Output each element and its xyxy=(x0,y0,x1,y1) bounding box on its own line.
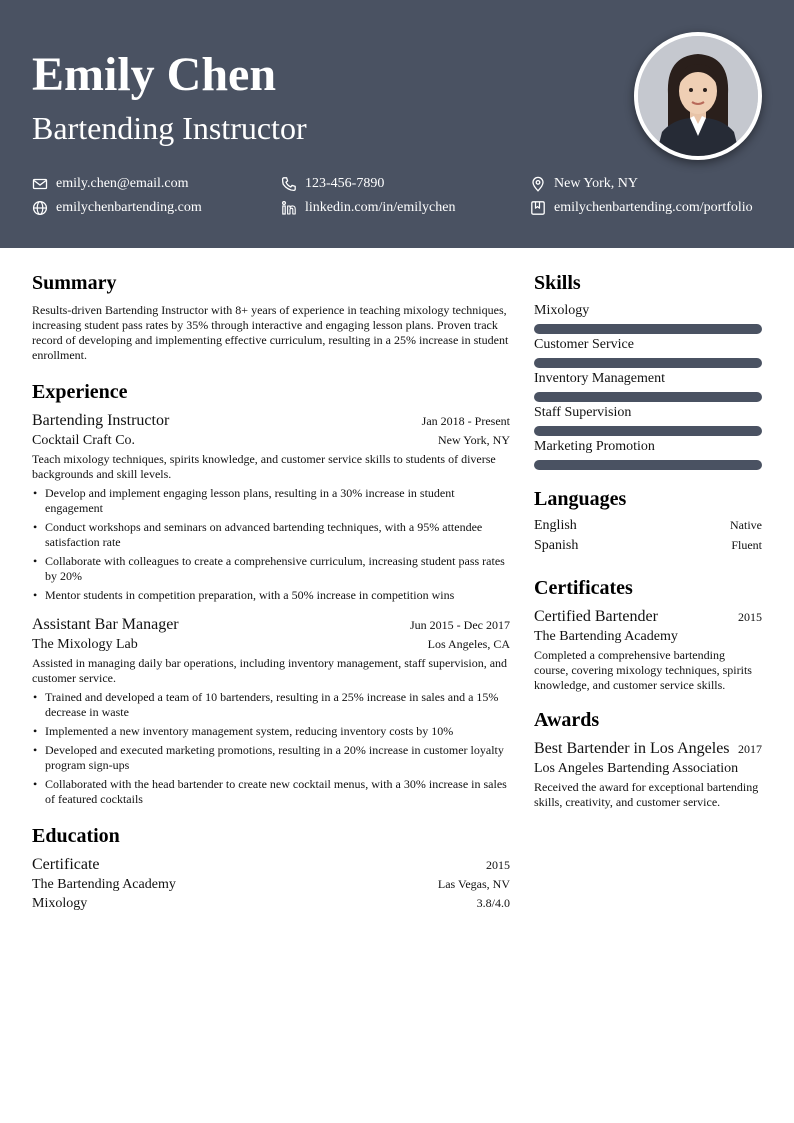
skill-item xyxy=(534,336,762,368)
award-issuer: Los Angeles Bartending Association xyxy=(534,761,739,776)
skill-name: Customer Service xyxy=(534,337,634,352)
contact-portfolio[interactable] xyxy=(530,199,753,217)
skill-item xyxy=(534,302,762,334)
bullet-item: • Trained and developed a team of 10 bartenders, resulting in a 25% increase in sales and a 15% decrease in waste xyxy=(33,690,499,719)
job-bullets xyxy=(32,690,510,807)
certificates-section xyxy=(534,575,762,693)
languages-heading: Languages xyxy=(534,488,627,510)
bullet-item: • Developed and executed marketing promotions, resulting in a 20% increase in customer loyalty program sign-ups xyxy=(33,743,504,772)
bullet-item: • Develop and implement engaging lesson plans, resulting in a 30% increase in student engagement xyxy=(33,486,455,515)
experience-item xyxy=(32,411,510,603)
award-description: Received the award for exceptional bartending skills, creativity, and customer service. xyxy=(534,780,759,809)
certificate-name: Certified Bartender xyxy=(534,608,658,625)
job-company: Cocktail Craft Co. xyxy=(32,433,136,448)
job-title: Assistant Bar Manager xyxy=(32,616,179,633)
language-name: English xyxy=(534,518,577,533)
skill-name: Marketing Promotion xyxy=(534,439,655,454)
awards-section xyxy=(534,707,762,810)
skill-item xyxy=(534,370,762,402)
skill-name: Mixology xyxy=(534,303,590,318)
education-degree: Certificate xyxy=(32,856,100,873)
job-description: Assisted in managing daily bar operations, including inventory management, staff supervision, and customer service. xyxy=(32,656,508,685)
portfolio-icon xyxy=(530,200,546,216)
language-item xyxy=(534,537,762,555)
portrait-icon xyxy=(638,36,758,156)
contact-email-text: emily.chen@email.com xyxy=(56,176,189,191)
contact-website-text: emilychenbartending.com xyxy=(56,200,202,215)
candidate-title: Bartending Instructor xyxy=(32,110,307,146)
education-heading: Education xyxy=(32,825,120,847)
contact-linkedin-text: linkedin.com/in/emilychen xyxy=(305,200,456,215)
certificate-year: 2015 xyxy=(738,610,762,624)
header-banner xyxy=(0,0,794,248)
experience-heading: Experience xyxy=(32,381,128,403)
certificate-description: Completed a comprehensive bartending course, covering mixology techniques, spirits knowledge, and customer service skills. xyxy=(534,648,752,692)
candidate-name: Emily Chen xyxy=(32,48,277,101)
experience-section xyxy=(32,379,510,807)
job-title: Bartending Instructor xyxy=(32,412,170,429)
contact-location-text: New York, NY xyxy=(554,176,639,191)
award-name: Best Bartender in Los Angeles xyxy=(534,740,730,757)
globe-icon xyxy=(32,200,48,216)
skill-level-bar xyxy=(534,324,762,334)
languages-section xyxy=(534,486,762,555)
education-field: Mixology xyxy=(32,896,88,911)
award-year: 2017 xyxy=(738,742,762,756)
skill-name: Inventory Management xyxy=(534,371,666,386)
skill-level-bar xyxy=(534,426,762,436)
education-gpa: 3.8/4.0 xyxy=(476,896,510,910)
certificate-issuer: The Bartending Academy xyxy=(534,629,678,644)
bullet-item: • Collaborate with colleagues to create a comprehensive curriculum, increasing student pass rates by 20% xyxy=(33,554,505,583)
avatar xyxy=(634,32,762,160)
language-name: Spanish xyxy=(534,538,579,553)
job-location: Los Angeles, CA xyxy=(427,637,510,651)
bullet-item: • Mentor students in competition preparation, with a 50% increase in competition wins xyxy=(33,588,455,602)
language-level: Native xyxy=(730,518,762,532)
skills-heading: Skills xyxy=(534,272,581,294)
language-item xyxy=(534,517,762,535)
right-column xyxy=(534,270,762,810)
education-section xyxy=(32,823,510,913)
education-school: The Bartending Academy xyxy=(32,877,176,892)
contact-website[interactable] xyxy=(32,199,202,217)
left-column xyxy=(32,270,510,913)
summary-text: Results-driven Bartending Instructor with 8+ years of experience in teaching mixology techniques, increasing student pass rates by 35% through interactive and engaging lesson plans. Proven track record of developing and implementing effective curriculum, resulting in a 25% increase in student enrollment. xyxy=(32,303,509,362)
education-year: 2015 xyxy=(486,858,510,872)
summary-heading: Summary xyxy=(32,272,117,294)
location-pin-icon xyxy=(530,176,546,192)
skill-name: Staff Supervision xyxy=(534,405,632,420)
contact-linkedin[interactable] xyxy=(281,199,455,217)
contact-phone[interactable] xyxy=(281,175,384,193)
language-level: Fluent xyxy=(731,538,762,552)
job-company: The Mixology Lab xyxy=(32,637,138,652)
summary-section xyxy=(32,270,510,363)
job-date: Jan 2018 - Present xyxy=(421,414,510,428)
job-location: New York, NY xyxy=(437,433,510,447)
education-location: Las Vegas, NV xyxy=(437,877,510,891)
contact-portfolio-text: emilychenbartending.com/portfolio xyxy=(554,200,753,215)
bullet-item: • Implemented a new inventory management system, reducing inventory costs by 10% xyxy=(33,724,454,738)
skill-level-bar xyxy=(534,460,762,470)
bullet-item: • Collaborated with the head bartender to create new cocktail menus, with a 30% increase in sales of featured cocktails xyxy=(33,777,507,806)
mail-icon xyxy=(32,176,48,192)
skill-level-bar xyxy=(534,358,762,368)
linkedin-icon xyxy=(281,200,297,216)
job-date: Jun 2015 - Dec 2017 xyxy=(410,618,510,632)
phone-icon xyxy=(281,176,297,192)
job-description: Teach mixology techniques, spirits knowledge, and customer service skills to students of diverse backgrounds and skill levels. xyxy=(32,452,496,481)
contact-email[interactable] xyxy=(32,175,189,193)
experience-item xyxy=(32,615,510,807)
contact-location xyxy=(530,175,638,193)
skill-item xyxy=(534,404,762,436)
skills-section xyxy=(534,270,762,470)
skill-level-bar xyxy=(534,392,762,402)
certificates-heading: Certificates xyxy=(534,577,633,599)
contact-phone-text: 123-456-7890 xyxy=(305,176,385,191)
job-bullets xyxy=(32,486,510,603)
awards-heading: Awards xyxy=(534,709,600,731)
skill-item xyxy=(534,438,762,470)
bullet-item: • Conduct workshops and seminars on advanced bartending techniques, with a 95% attendee satisfaction rate xyxy=(33,520,483,549)
skill-list xyxy=(534,302,762,470)
